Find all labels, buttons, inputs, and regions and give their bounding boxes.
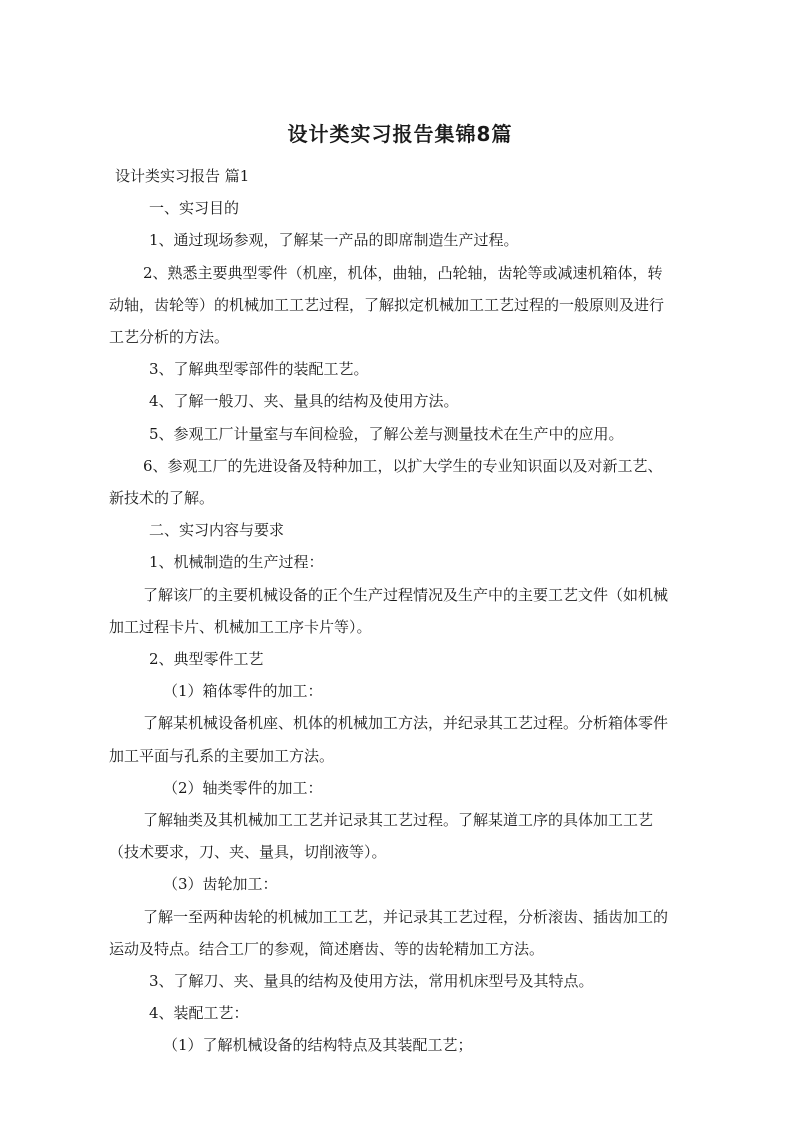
paragraph: 6、参观工厂的先进设备及特种加工，以扩大学生的专业知识面以及对新工艺、新技术的了解。 [109, 456, 663, 508]
paragraph: 5、参观工厂计量室与车间检验，了解公差与测量技术在生产中的应用。 [149, 424, 624, 443]
paragraph: 1、通过现场参观，了解某一产品的即席制造生产过程。 [149, 231, 519, 250]
paragraph: 3、了解典型零部件的装配工艺。 [149, 360, 369, 379]
section-heading: 设计类实习报告 篇1 [115, 167, 250, 185]
paragraph: 了解该厂的主要机械设备的正个生产过程情况及生产中的主要工艺文件（如机械加工过程卡片、机械加工工序卡片等）。 [109, 585, 669, 636]
paragraph: 了解某机械设备机座、机体的机械加工方法，并纪录其工艺过程。分析箱体零件加工平面与孔系的主要加工方法。 [109, 714, 669, 765]
subheading: 二、实习内容与要求 [149, 521, 285, 540]
paragraph: 了解一至两种齿轮的机械加工工艺，并记录其工艺过程，分析滚齿、插齿加工的运动及特点。结合工厂的参观，简述磨齿、等的齿轮精加工方法。 [109, 907, 669, 958]
paragraph: 2、典型零件工艺 [149, 650, 264, 669]
paragraph: 4、了解一般刀、夹、量具的结构及使用方法。 [149, 392, 459, 411]
document-body [109, 160, 675, 1062]
paragraph: （2）轴类零件的加工： [163, 778, 323, 797]
paragraph: 1、机械制造的生产过程： [149, 553, 324, 572]
paragraph: （1）了解机械设备的结构特点及其装配工艺； [163, 1036, 473, 1055]
document-title: 设计类实习报告集锦8篇 [287, 122, 513, 146]
paragraph: （3）齿轮加工： [163, 875, 278, 894]
paragraph: （1）箱体零件的加工： [163, 682, 323, 701]
paragraph: 4、装配工艺： [149, 1004, 249, 1023]
paragraph: 2、熟悉主要典型零件（机座，机体，曲轴，凸轮轴，齿轮等或减速机箱体，转动轴，齿轮等）的机械加工工艺过程，了解拟定机械加工工艺过程的一般原则及进行工艺分析的方法。 [109, 263, 665, 347]
paragraph: 了解轴类及其机械加工工艺并记录其工艺过程。了解某道工序的具体加工工艺（技术要求，刀、夹、量具，切削液等）。 [109, 811, 654, 862]
subheading: 一、实习目的 [149, 199, 240, 218]
paragraph: 3、了解刀、夹、量具的结构及使用方法，常用机床型号及其特点。 [149, 972, 594, 991]
